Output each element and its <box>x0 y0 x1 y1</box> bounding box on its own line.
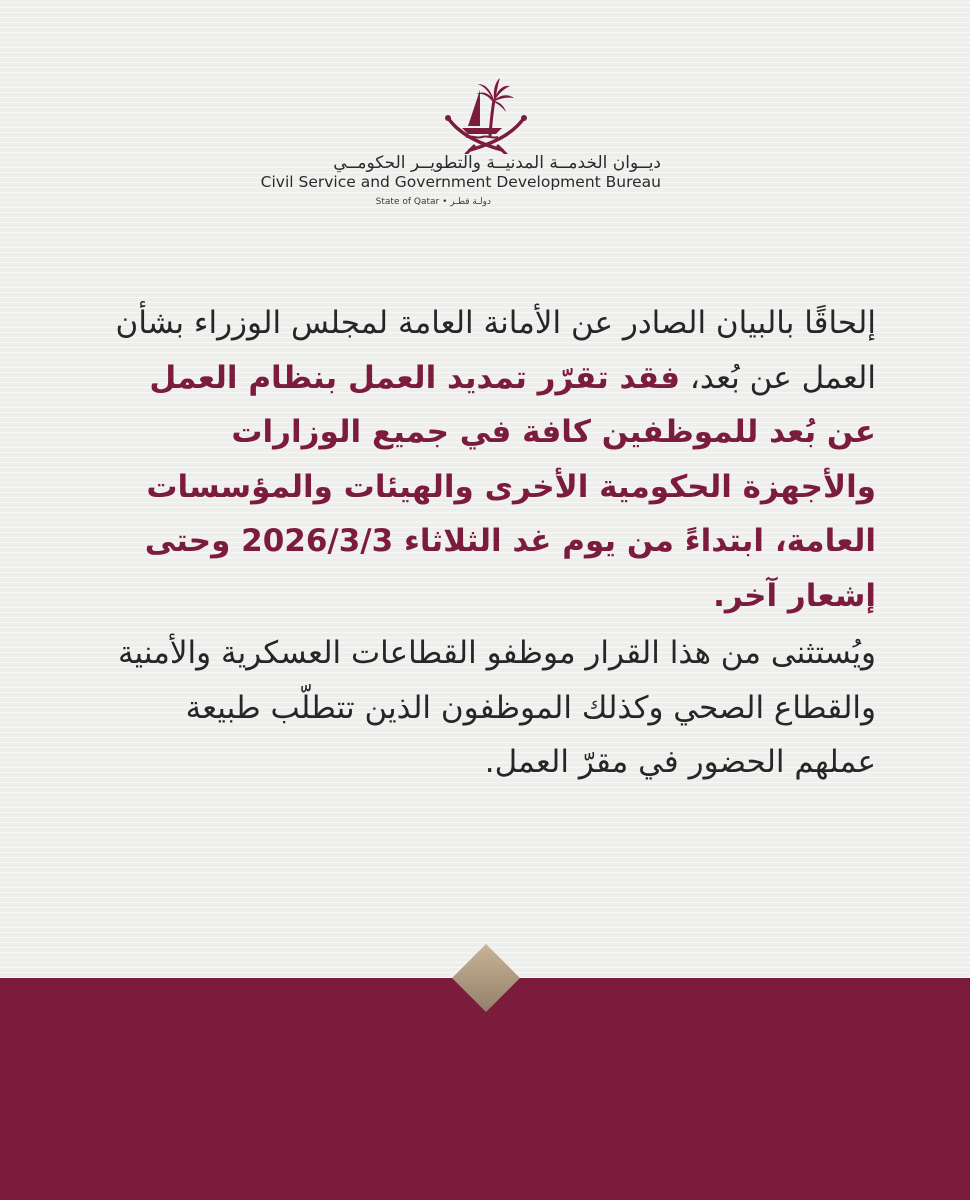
state-label-english: State of Qatar <box>375 197 440 207</box>
state-label <box>350 197 491 207</box>
announcement-paragraph-2: ويُستثنى من هذا القرار موظفو القطاعات العسكرية والأمنية والقطاع الصحي وكذلك الموظفون الذين تتطلّب طبيعة عملهم الحضور في مقرّ العمل. <box>117 635 876 780</box>
qatar-emblem-icon <box>440 74 532 154</box>
org-name-english: Civil Service and Government Development Bureau <box>260 173 661 191</box>
state-separator: • <box>442 197 448 207</box>
announcement-highlighted-decision: فقد تقرّر تمديد العمل بنظام العمل عن بُعد للموظفين كافة في جميع الوزارات والأجهزة الحكومية الأخرى والهيئات والمؤسسات العامة، ابتداءً من يوم غد الثلاثاء 2026/3/3 وحتى إشعار آخر. <box>144 359 876 614</box>
announcement-intro-text: إلحاقًا بالبيان الصادر عن الأمانة العامة لمجلس الوزراء بشأن العمل عن بُعد، <box>115 305 876 396</box>
announcement-paragraph-1 <box>96 296 876 623</box>
state-label-arabic: دولـة قطـر <box>450 197 491 207</box>
org-name-arabic: ديــوان الخدمــة المدنيــة والتطويــر الحكومــي <box>333 153 661 173</box>
